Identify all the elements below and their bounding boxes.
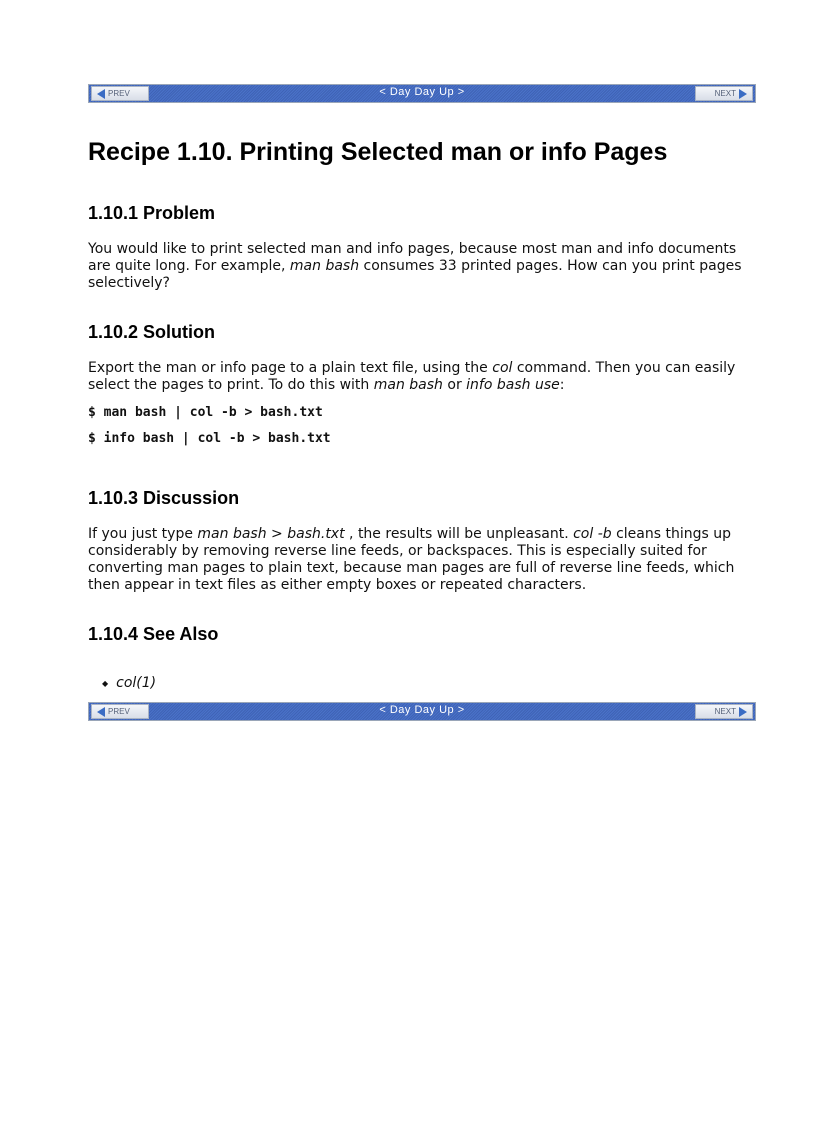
see-also-link[interactable]: col(1) (116, 675, 157, 691)
bullet-icon: ◆ (102, 678, 109, 688)
page-title: Recipe 1.10. Printing Selected man or info Pages (88, 138, 668, 166)
code-line-2: $ info bash | col -b > bash.txt (88, 431, 331, 446)
next-label: NEXT (714, 89, 736, 98)
prev-label: PREV (108, 89, 130, 98)
discussion-text: If you just type man bash > bash.txt , the results will be unpleasant. col -b cleans things up considerably by removing reverse line feeds, or backspaces. This is especially suited for converting man pages to plain text, because man pages are full of reverse line feeds, which then appear in text files as either empty boxes or repeated characters. (88, 526, 735, 593)
see-also-heading: 1.10.4 See Also (88, 624, 219, 644)
problem-text: You would like to print selected man and info pages, because most man and info documents are quite long. For example, man bash consumes 33 printed pages. How can you print pages selectively? (88, 241, 742, 291)
nav-title-link[interactable]: < Day Day Up > (379, 704, 465, 716)
solution-text: Export the man or info page to a plain text file, using the col command. Then you can easily select the pages to print. To do this with man bash or info bash use: (88, 360, 736, 393)
arrow-right-icon (739, 707, 747, 717)
solution-heading: 1.10.2 Solution (88, 322, 216, 342)
next-button[interactable] (695, 704, 753, 719)
arrow-right-icon (739, 89, 747, 99)
prev-label: PREV (108, 707, 130, 716)
next-button[interactable] (695, 86, 753, 101)
problem-heading: 1.10.1 Problem (88, 203, 216, 223)
list-item (102, 675, 156, 691)
next-label: NEXT (714, 707, 736, 716)
top-nav-bar (88, 84, 756, 103)
code-line-1: $ man bash | col -b > bash.txt (88, 405, 323, 420)
discussion-heading: 1.10.3 Discussion (88, 488, 240, 508)
nav-title-link[interactable]: < Day Day Up > (379, 86, 465, 98)
bottom-nav-bar (88, 702, 756, 721)
